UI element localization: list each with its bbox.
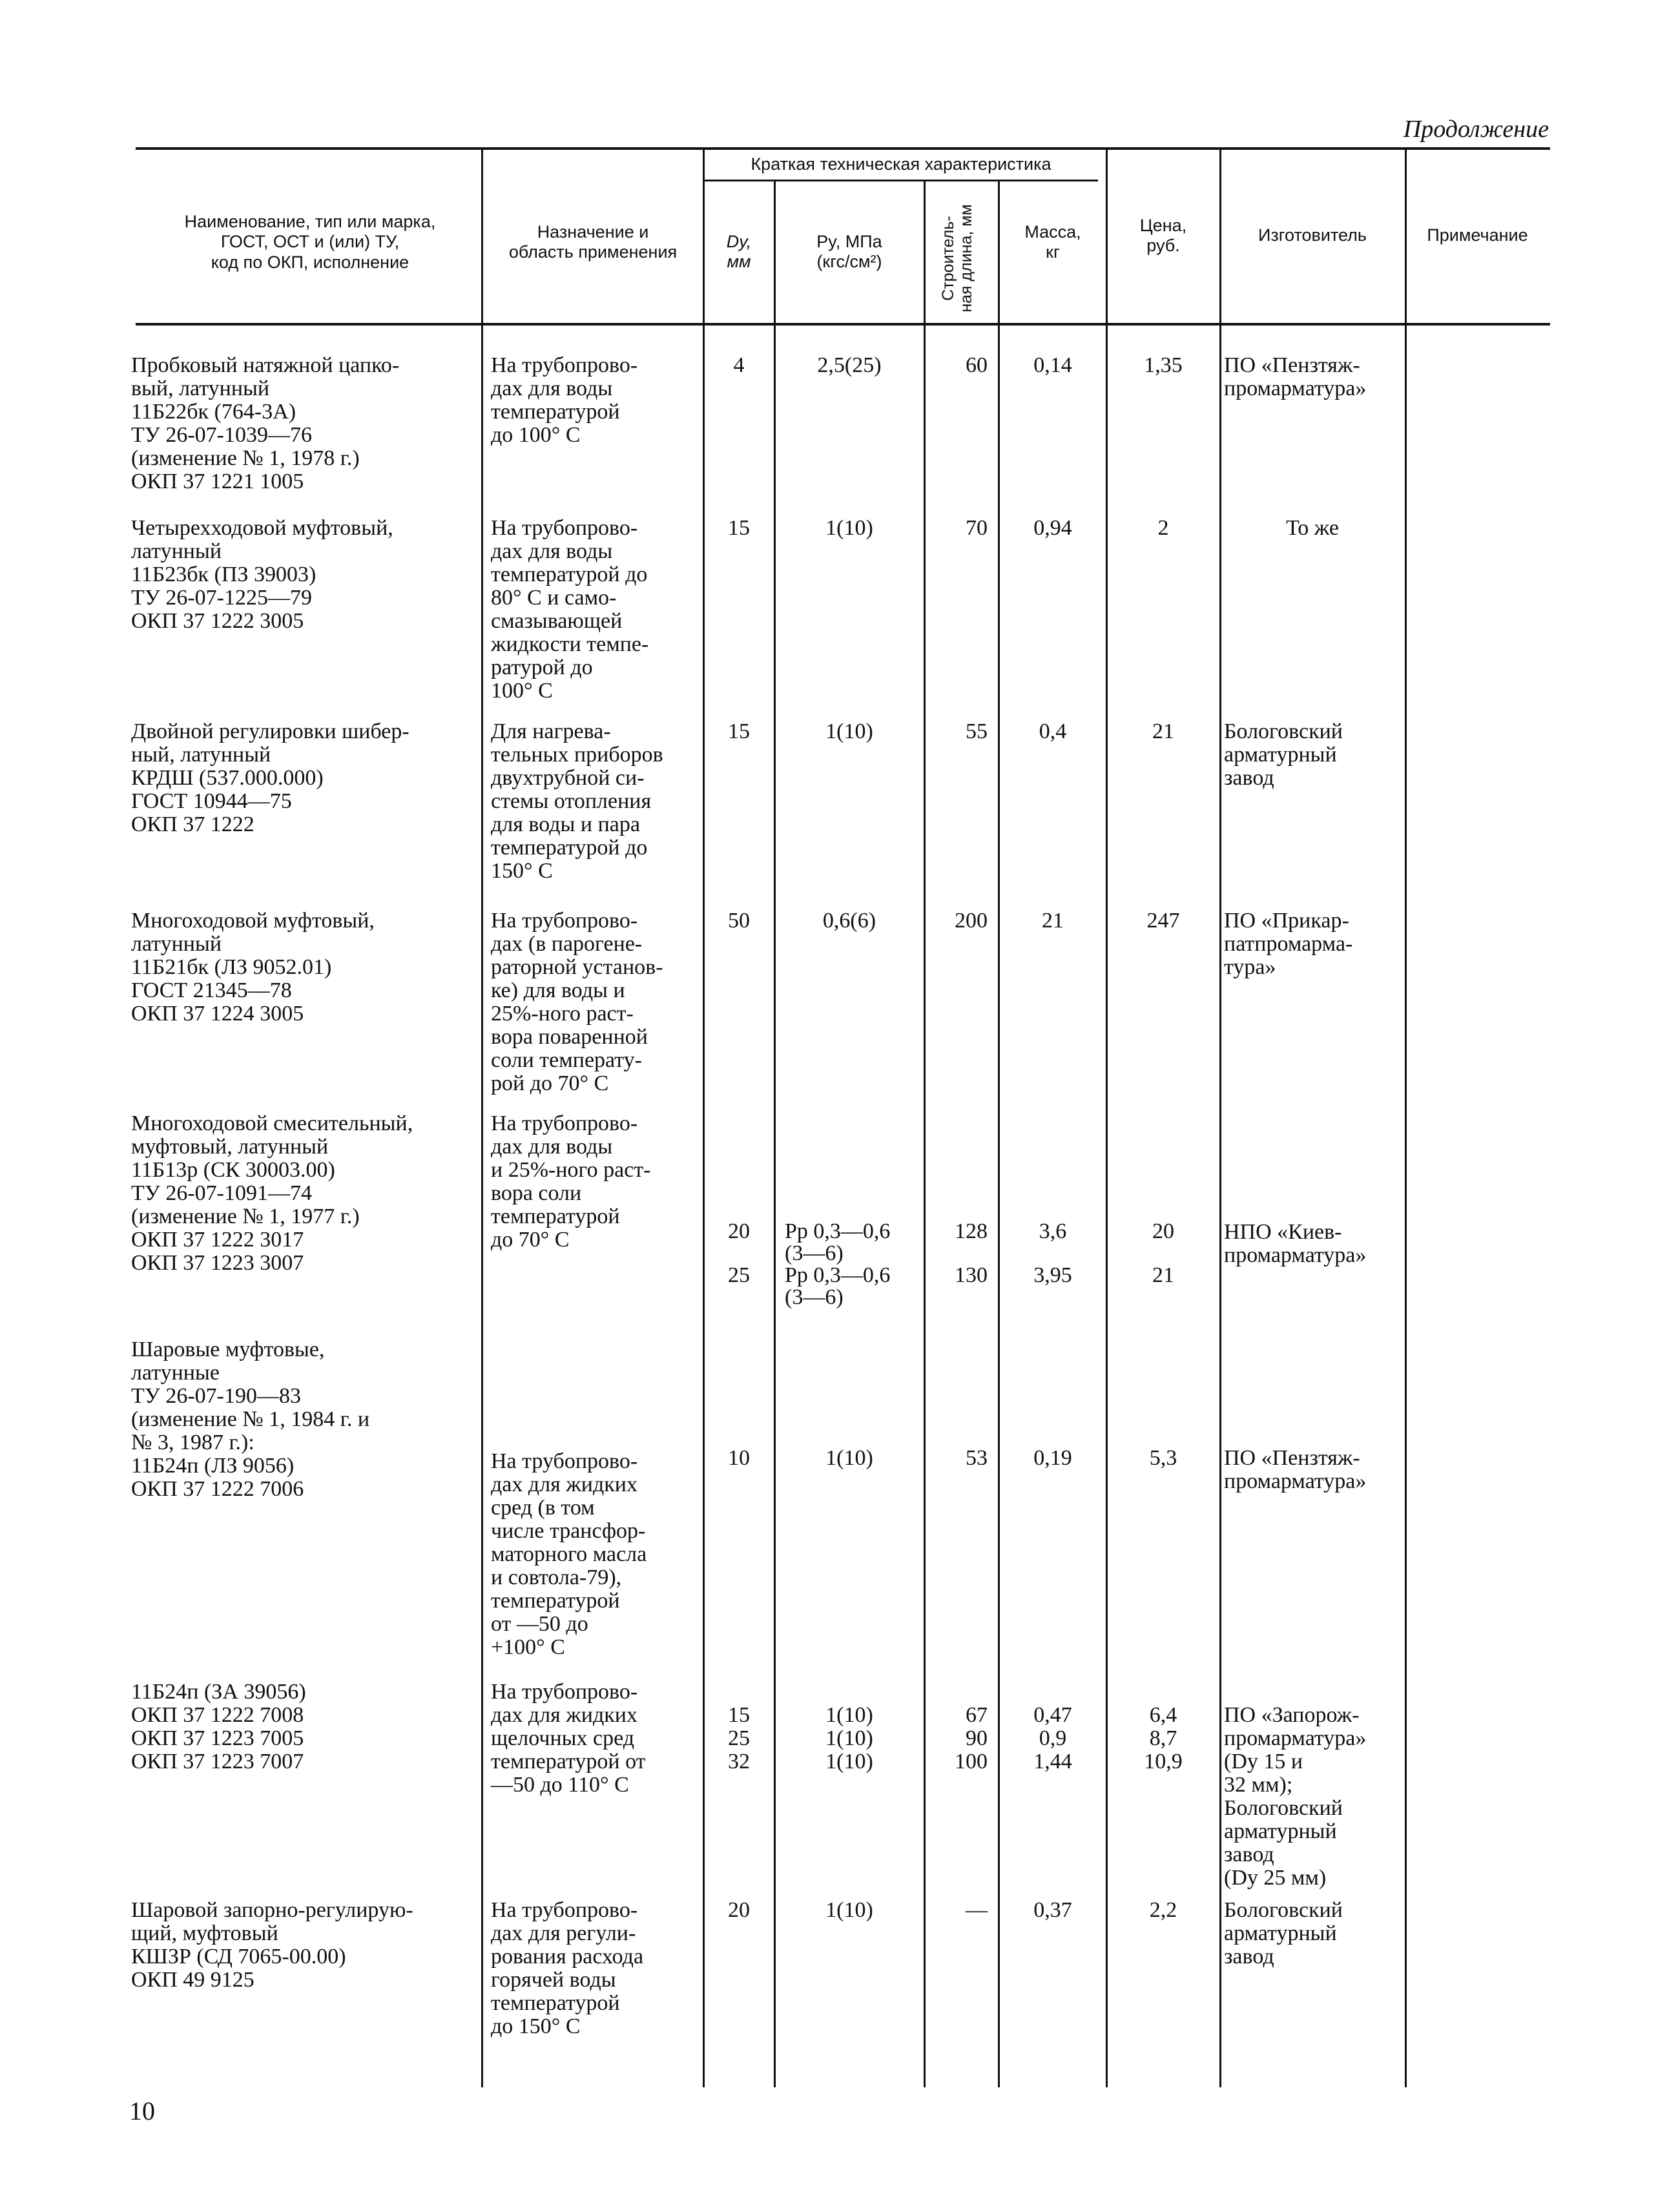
row-3-mass: 0,4 [1039,719,1067,743]
row-6-price: 5,3 [1149,1446,1177,1470]
row-5-py: Pр 0,3—0,6 (3—6) Pр 0,3—0,6 (3—6) [785,1219,891,1309]
header-mass: Масса, кг [1024,222,1081,262]
col-divider-8 [1405,150,1407,2087]
continuation-label: Продолжение [1403,116,1549,143]
row-7-length: 67 90 100 [955,1703,988,1773]
row-2-purpose: На трубопрово- дах для воды температурой до 80° С и само- смазывающей жидкости темпе- ратурой до 100° С [491,516,649,703]
row-7-py: 1(10) 1(10) 1(10) [825,1703,873,1773]
row-2-dy: 15 [728,516,750,540]
row-2-mass: 0,94 [1033,516,1072,540]
row-2-maker: То же [1286,516,1339,540]
row-7-maker: ПО «Запорож- промарматура» (Dy 15 и 32 мм); Бологовский арматурный завод (Dy 25 мм) [1224,1703,1367,1890]
col-divider-1 [481,150,483,2087]
row-6-py: 1(10) [825,1446,873,1470]
row-1-dy: 4 [733,353,745,377]
col-divider-6 [1106,150,1108,2087]
tech-group-rule [704,180,1098,181]
row-3-py: 1(10) [825,719,873,743]
row-4-maker: ПО «Прикар- патпромарма- тура» [1224,909,1353,979]
row-2-length: 70 [966,516,988,540]
row-7-mass: 0,47 0,9 1,44 [1033,1703,1072,1773]
row-3-name: Двойной регулировки шибер- ный, латунный КРДШ (537.000.000) ГОСТ 10944—75 ОКП 37 1222 [131,719,409,836]
row-8-length: — [966,1898,988,1922]
row-8-mass: 0,37 [1033,1898,1072,1922]
row-6-length: 53 [966,1446,988,1470]
row-8-py: 1(10) [825,1898,873,1922]
row-1-price: 1,35 [1144,353,1183,377]
row-8-price: 2,2 [1149,1898,1177,1922]
row-6-mass: 0,19 [1033,1446,1072,1470]
row-5-name: Многоходовой смесительный, муфтовый, латунный 11Б13р (СК 30003.00) ТУ 26-07-1091—74 (изменение № 1, 1977 г.) ОКП 37 1222 3017 ОКП 37 1223 3007 [131,1111,413,1275]
row-5-length: 128 130 [955,1219,988,1287]
row-3-length: 55 [966,719,988,743]
row-4-price: 247 [1146,909,1180,933]
row-8-maker: Бологовский арматурный завод [1224,1898,1343,1969]
row-2-name: Четырехходовой муфтовый, латунный 11Б23бк (ПЗ 39003) ТУ 26-07-1225—79 ОКП 37 1222 3005 [131,516,393,633]
row-6-name: Шаровые муфтовые, латунные ТУ 26-07-190—83 (изменение № 1, 1984 г. и № 3, 1987 г.): 11Б24п (ЛЗ 9056) ОКП 37 1222 7006 [131,1338,370,1501]
row-4-py: 0,6(6) [822,909,876,933]
row-5-purpose: На трубопрово- дах для воды и 25%-ного раст- вора соли температурой до 70° С [491,1111,651,1252]
row-4-length: 200 [955,909,988,933]
row-8-purpose: На трубопрово- дах для регули- рования расхода горячей воды температурой до 150° С [491,1898,644,2038]
header-dy: Dy, мм [726,231,752,271]
header-tech-group: Краткая техническая характеристика [751,154,1051,174]
page-number: 10 [129,2096,155,2125]
row-7-price: 6,4 8,7 10,9 [1144,1703,1183,1773]
row-2-py: 1(10) [825,516,873,540]
row-4-dy: 50 [728,909,750,933]
col-divider-4 [924,181,926,2087]
col-divider-3 [774,181,776,2087]
header-note: Примечание [1427,225,1528,245]
header-maker: Изготовитель [1258,225,1367,245]
col-divider-5 [998,181,1000,2087]
header-purpose: Назначение и область применения [508,222,678,262]
row-6-purpose: На трубопрово- дах для жидких сред (в том числе трансфор- маторного масла и совтола-79), температурой от —50 до +100° С [491,1449,647,1659]
row-6-dy: 10 [728,1446,750,1470]
row-1-name: Пробковый натяжной цапко- вый, латунный 11Б22бк (764-3А) ТУ 26-07-1039—76 (изменение № 1, 1978 г.) ОКП 37 1221 1005 [131,353,400,493]
row-8-name: Шаровой запорно-регулирую- щий, муфтовый КШЗР (СД 7065-00.00) ОКП 49 9125 [131,1898,413,1992]
col-divider-7 [1219,150,1221,2087]
header-py: Py, МПа (кгс/см²) [816,231,882,271]
row-8-dy: 20 [728,1898,750,1922]
row-6-maker: ПО «Пензтяж- промарматура» [1224,1446,1367,1493]
row-1-length: 60 [966,353,988,377]
header-price: Цена, руб. [1139,215,1187,255]
row-1-purpose: На трубопрово- дах для воды температурой до 100° С [491,353,638,447]
row-1-maker: ПО «Пензтяж- промарматура» [1224,353,1367,400]
row-5-price: 20 21 [1152,1219,1174,1287]
row-3-dy: 15 [728,719,750,743]
row-4-purpose: На трубопрово- дах (в парогене- раторной установ- ке) для воды и 25%-ного раст- вора поваренной соли температу- рой до 70° С [491,909,663,1095]
row-7-name: 11Б24п (ЗА 39056) ОКП 37 1222 7008 ОКП 37 1223 7005 ОКП 37 1223 7007 [131,1680,306,1773]
row-5-dy: 20 25 [728,1219,750,1287]
row-3-price: 21 [1152,719,1174,743]
row-7-purpose: На трубопрово- дах для жидких щелочных сред температурой от —50 до 110° С [491,1680,646,1797]
row-3-maker: Бологовский арматурный завод [1224,719,1343,790]
row-5-mass: 3,6 3,95 [1033,1219,1072,1287]
row-2-price: 2 [1157,516,1169,540]
row-1-mass: 0,14 [1033,353,1072,377]
row-7-dy: 15 25 32 [728,1703,750,1773]
row-1-py: 2,5(25) [817,353,882,377]
header-build-length: Строитель- ная длина, мм [939,204,975,313]
header-bottom-rule [136,323,1550,326]
header-name: Наименование, тип или марка, ГОСТ, ОСТ и (или) ТУ, код по ОКП, исполнение [184,212,436,272]
row-4-name: Многоходовой муфтовый, латунный 11Б21бк (ЛЗ 9052.01) ГОСТ 21345—78 ОКП 37 1224 3005 [131,909,375,1026]
row-5-maker: НПО «Киев- промарматура» [1224,1220,1367,1267]
row-4-mass: 21 [1042,909,1064,933]
row-3-purpose: Для нагрева- тельных приборов двухтрубной си- стемы отопления для воды и пара температурой до 150° С [491,719,663,883]
col-divider-2 [703,150,705,2087]
